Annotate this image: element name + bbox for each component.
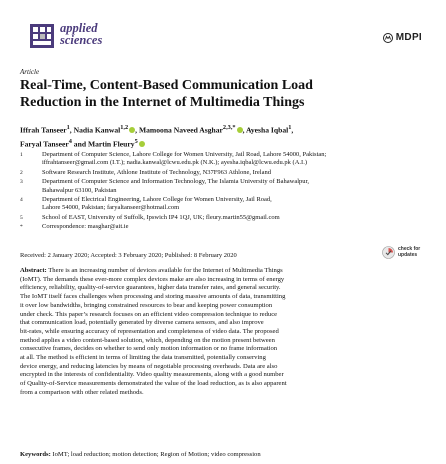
abstract-line: of Quality-of-Service measurements demonstrated the value of the load reduction, as is also apparent: [20, 380, 287, 388]
affiliation-line: Software Research Institute, Athlone Institute of Technology, N37F963 Athlone, Ireland: [42, 168, 271, 176]
abstract-line: at all. The method is efficient in terms of limiting the data transmitted, potentially conserving: [20, 354, 266, 362]
affiliation-line: Bahawalpur 63100, Pakistan: [42, 186, 117, 194]
abstract-line: that communication load, potentially generated by diverse camera sensors, and also improve: [20, 319, 264, 327]
mdpi-logo-icon: [383, 33, 393, 43]
abstract: [20, 267, 422, 398]
author-name: Nadia Kanwal: [73, 125, 121, 135]
author-affil-sup: 4: [68, 138, 72, 146]
author-name: Iffrah Tanseer: [20, 125, 67, 135]
check-updates-line: check for: [398, 246, 421, 252]
affiliation-number: 1: [20, 152, 23, 158]
article-type: Article: [20, 68, 40, 76]
author-affil-sup: 1,2: [120, 124, 129, 131]
publication-dates: Received: 2 January 2020; Accepted: 3 February 2020; Published: 8 February 2020: [20, 252, 237, 259]
abstract-line: device energy, and reducing latencies by means of negotiable processing overheads. Data are also: [20, 362, 278, 370]
abstract-line: (IoMT). The demands these ever-more complex devices make are also increasing in terms of energy: [20, 275, 285, 283]
affiliation-line: iffrahtanseer@gmail.com (I.T.); nadia.kanwal@lcwu.edu.pk (N.K.); ayesha.iqbal@lcwu.edu.pk (A.I.): [42, 159, 307, 167]
publisher-name: MDPI: [395, 32, 422, 43]
correspondence-line: Correspondence: masghar@ait.ie: [42, 223, 129, 231]
abstract-line: method applies a video content-based solution, which, depending on the motion present between: [20, 336, 275, 344]
abstract-text: There is an increasing number of devices available for the Internet of Multimedia Things: [46, 267, 283, 274]
author-name: Ayesha Iqbal: [245, 125, 289, 135]
abstract-line: it over low bandwidths, bringing constrained resources to bear and keeping power consumption: [20, 301, 273, 309]
affiliation-number: 4: [20, 197, 23, 204]
paper-title: [20, 78, 400, 111]
author-row: Faryal Tanseer$^4$ and Martin Fleury$^5$: [20, 136, 420, 150]
author-affil-sup: 2,3,*: [222, 124, 236, 131]
abstract-line: efficiency, reliability, quality-of-service guarantees, higher data transfer rates, and general security.: [20, 284, 281, 292]
affiliation-number: *: [20, 224, 23, 231]
author-row: Iffrah Tanseer$^1$, Nadia Kanwal$^{1,2}$ , Mamoona Naveed Asghar$^{2,3,*}$ , Ayesha Iqbal$^1$,: [20, 124, 294, 135]
author-name: Mamoona Naveed Asghar: [138, 125, 223, 135]
author-list: [20, 122, 420, 150]
affiliation-number: 2: [20, 169, 23, 176]
author-name: Faryal Tanseer: [20, 139, 69, 149]
author-affil-sup: 5: [134, 138, 138, 146]
orcid-icon[interactable]: [139, 141, 145, 147]
affiliation-item: [20, 151, 420, 168]
abstract-line: The IoMT itself faces challenges when processing and storing massive amounts of data, transmitting: [20, 293, 286, 301]
author-name: Martin Fleury: [87, 139, 135, 149]
affiliation-line: Department of Computer Science and Information Technology, The Islamia University of Bahawalpur,: [42, 178, 310, 186]
abstract-line: encrypted in the interests of confidentiality. Video quality measurements, along with a good number: [20, 371, 284, 379]
affiliation-item: [20, 196, 420, 213]
journal-logo-icon: [30, 24, 54, 48]
keywords-label: Keywords:: [20, 451, 51, 458]
affiliation-item: [20, 178, 420, 195]
paper-title-line: Real-Time, Content-Based Communication Load: [20, 78, 313, 93]
author-affil-sup: 1: [288, 124, 292, 131]
orcid-icon[interactable]: [129, 127, 135, 133]
affiliation-line: Department of Computer Science, Lahore College for Women University, Jail Road, Lahore 54000, Pakistan;: [42, 151, 327, 158]
affiliation-item: [20, 223, 420, 231]
abstract-line: from a comparison with other related methods.: [20, 388, 144, 396]
affiliation-line: School of EAST, University of Suffolk, Ipswich IP4 1QJ, UK; fleury.martin55@gmail.com: [42, 213, 280, 221]
affiliation-line: Department of Electrical Engineering, Lahore College for Women University, Jail Road,: [42, 196, 272, 204]
journal-name-line1: applied: [60, 21, 98, 35]
journal-name-line2: sciences: [60, 33, 103, 47]
publisher-logo: [383, 32, 422, 43]
author-affil-sup: 1: [66, 124, 70, 131]
affiliation-list: [20, 151, 420, 232]
journal-name: [60, 22, 102, 46]
paper-title-line: Reduction in the Internet of Multimedia Things: [20, 94, 305, 110]
abstract-line: under check. This paper’s research focuses on an efficient video compression technique to reduce: [20, 310, 278, 318]
abstract-line: consecutive frames, decides on whether to send only motion information or no frame information: [20, 345, 278, 353]
affiliation-line: Lahore 54000, Pakistan; faryaltanseer@hotmail.com: [42, 204, 180, 212]
orcid-icon[interactable]: [237, 127, 243, 133]
affiliation-number: 5: [20, 214, 23, 221]
check-for-updates-badge[interactable]: [382, 246, 420, 259]
check-updates-line: updates: [398, 251, 418, 258]
keywords: [20, 451, 261, 458]
abstract-line: [20, 267, 422, 276]
affiliation-item: [20, 214, 420, 222]
check-updates-text: [398, 247, 420, 258]
keywords-text: IoMT; load reduction; motion detection; Region of Motion; video compression: [50, 451, 261, 458]
affiliation-number: 3: [20, 179, 23, 186]
journal-header: [20, 16, 426, 56]
abstract-label: Abstract:: [20, 267, 47, 274]
check-updates-icon: [382, 246, 395, 259]
affiliation-item: [20, 169, 420, 177]
abstract-line: bit-rates, while ensuring accuracy of representation and completeness of video data. The proposed: [20, 327, 279, 335]
